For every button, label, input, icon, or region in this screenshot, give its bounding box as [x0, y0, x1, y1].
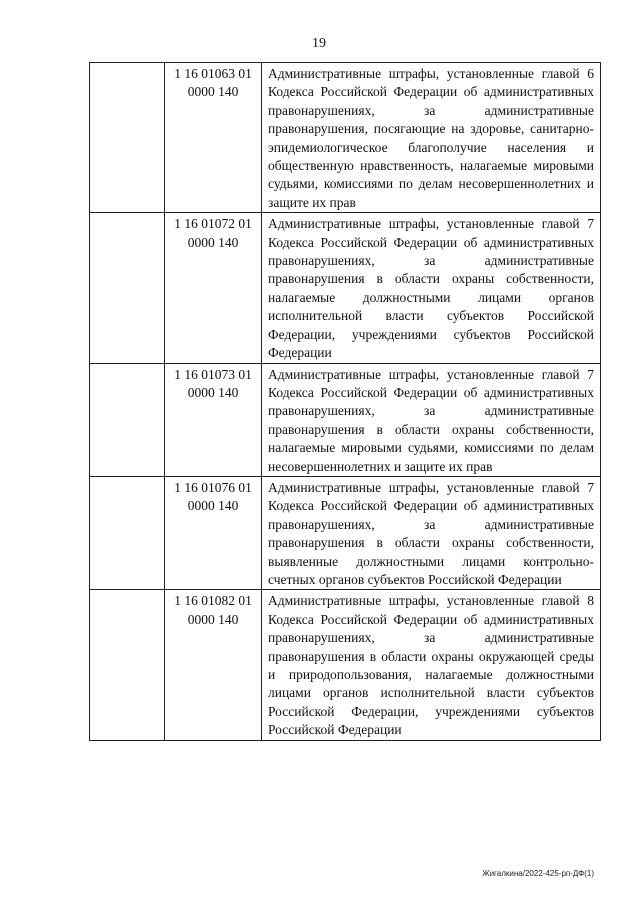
code-line-1: 1 16 01063 01 [174, 66, 252, 81]
description-cell: Административные штрафы, установленные главой 7 Кодекса Российской Федерации об административных правонарушениях, за административные правонарушения в области охраны собственности, налагаемые мировыми судьями, комиссиями по делам несовершеннолетних и защите их прав [262, 363, 601, 476]
page-number: 19 [312, 36, 326, 51]
code-line-2: 0000 140 [187, 84, 239, 100]
code-line-2: 0000 140 [187, 234, 239, 250]
code-line-2: 0000 140 [187, 498, 239, 514]
table-row [90, 213, 601, 363]
budget-codes-table [89, 62, 601, 741]
code-cell [165, 476, 262, 589]
code-line-1: 1 16 01082 01 [174, 593, 252, 609]
empty-cell [90, 63, 165, 213]
description-cell: Административные штрафы, установленные главой 7 Кодекса Российской Федерации об административных правонарушениях, за административные правонарушения в области охраны собственности, налагаемые должностными лицами органов исполнительной власти субъектов Российской Федерации, учреждениями субъектов Российской Федерации [262, 213, 601, 363]
table-row [90, 63, 601, 213]
empty-cell [90, 363, 165, 476]
document-footer: Жигалкина/2022-425-рп-ДФ(1) [482, 869, 594, 878]
code-cell [165, 63, 262, 213]
description-cell: Административные штрафы, установленные главой 6 Кодекса Российской Федерации об административных правонарушениях, за административные правонарушения, посягающие на здоровье, санитарно-эпидемиологическое благополучие населения и общественную нравственность, налагаемые мировыми судьями, комиссиями по делам несовершеннолетних и защите их прав [262, 63, 601, 213]
empty-cell [90, 590, 165, 740]
code-line-2: 0000 140 [187, 611, 239, 627]
code-line-2: 0000 140 [187, 384, 239, 400]
code-line-1: 1 16 01073 01 [174, 366, 252, 382]
empty-cell [90, 476, 165, 589]
code-cell [165, 213, 262, 363]
table-row [90, 476, 601, 589]
empty-cell [90, 213, 165, 363]
description-cell: Административные штрафы, установленные главой 8 Кодекса Российской Федерации об административных правонарушениях, за административные правонарушения в области охраны окружающей среды и природопользования, налагаемые должностными лицами органов исполнительной власти субъектов Российской Федерации, учреждениями субъектов Российской Федерации [262, 590, 601, 740]
code-cell [165, 590, 262, 740]
code-cell [165, 363, 262, 476]
table-row [90, 590, 601, 740]
description-cell: Административные штрафы, установленные главой 7 Кодекса Российской Федерации об административных правонарушениях, за административные правонарушения в области охраны собственности, выявленные должностными лицами контрольно-счетных органов субъектов Российской Федерации [262, 476, 601, 589]
code-line-1: 1 16 01076 01 [174, 479, 252, 495]
code-line-1: 1 16 01072 01 [174, 216, 252, 232]
table-row [90, 363, 601, 476]
